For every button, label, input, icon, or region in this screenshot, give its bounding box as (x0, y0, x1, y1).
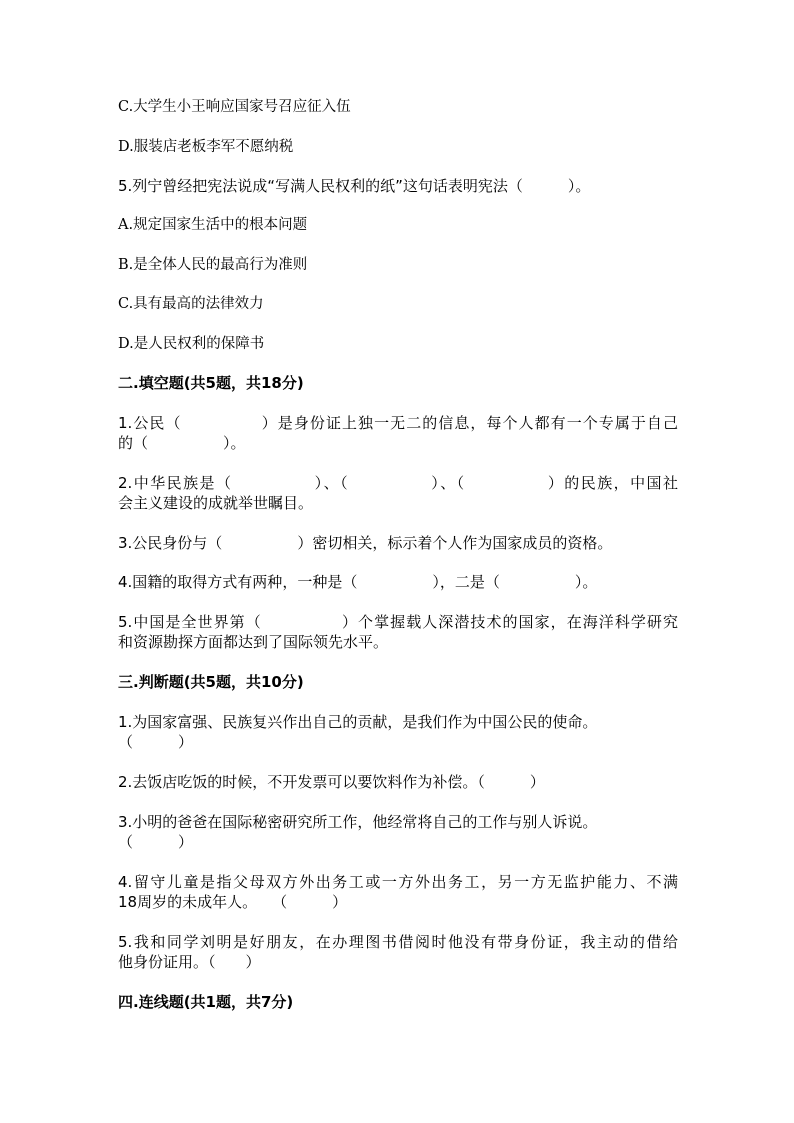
fill-q2-line2: 会主义建设的成就举世瞩目。 (118, 494, 314, 512)
q5-option-b: B.是全体人民的最高行为准则 (118, 257, 308, 273)
fill-q3: 3.公民身份与（ ）密切相关，标示着个人作为国家成员的资格。 (118, 534, 613, 552)
section-3-heading: 三.判断题(共5题，共10分) (118, 673, 304, 691)
fill-q2-line1: 2.中华民族是（ ）、（ ）、（ ）的民族，中国社 (118, 474, 678, 492)
judge-q1-line2: （ ） (118, 733, 194, 751)
judge-q4-line2: 18周岁的未成年人。 （ ） (118, 893, 348, 911)
judge-q4-line1: 4.留守儿童是指父母双方外出务工或一方外出务工，另一方无监护能力、不满 (118, 873, 678, 891)
fill-q5-line1: 5.中国是全世界第（ ）个掌握载人深潜技术的国家，在海洋科学研究 (118, 613, 678, 631)
fill-q1-line1: 1.公民（ ）是身份证上独一无二的信息，每个人都有一个专属于自己 (118, 414, 678, 432)
q5-stem: 5.列宁曾经把宪法说成“写满人民权利的纸”这句话表明宪法（ ）。 (118, 177, 591, 195)
section-2-heading: 二.填空题(共5题，共18分) (118, 374, 304, 392)
judge-q2: 2.去饭店吃饭的时候，不开发票可以要饮料作为补偿。（ ） (118, 773, 545, 791)
q5-option-d: D.是人民权利的保障书 (118, 336, 265, 352)
section-4-heading: 四.连线题(共1题，共7分) (118, 993, 294, 1011)
q4-option-c: C.大学生小王响应国家号召应征入伍 (118, 99, 351, 115)
q5-option-a: A.规定国家生活中的根本问题 (118, 217, 308, 233)
q4-option-d: D.服装店老板李军不愿纳税 (118, 139, 294, 155)
judge-q3-line2: （ ） (118, 833, 194, 851)
fill-q1-line2: 的（ ）。 (118, 434, 246, 452)
fill-q4: 4.国籍的取得方式有两种，一种是（ ），二是（ ）。 (118, 573, 598, 591)
fill-q5-line2: 和资源勘探方面都达到了国际领先水平。 (118, 633, 389, 651)
judge-q5-line2: 他身份证用。（ ） (118, 953, 261, 971)
q5-option-c: C.具有最高的法律效力 (118, 296, 264, 312)
judge-q3-line1: 3.小明的爸爸在国际秘密研究所工作，他经常将自己的工作与别人诉说。 (118, 813, 598, 831)
judge-q5-line1: 5.我和同学刘明是好朋友，在办理图书借阅时他没有带身份证，我主动的借给 (118, 933, 678, 951)
judge-q1-line1: 1.为国家富强、民族复兴作出自己的贡献，是我们作为中国公民的使命。 (118, 713, 598, 731)
